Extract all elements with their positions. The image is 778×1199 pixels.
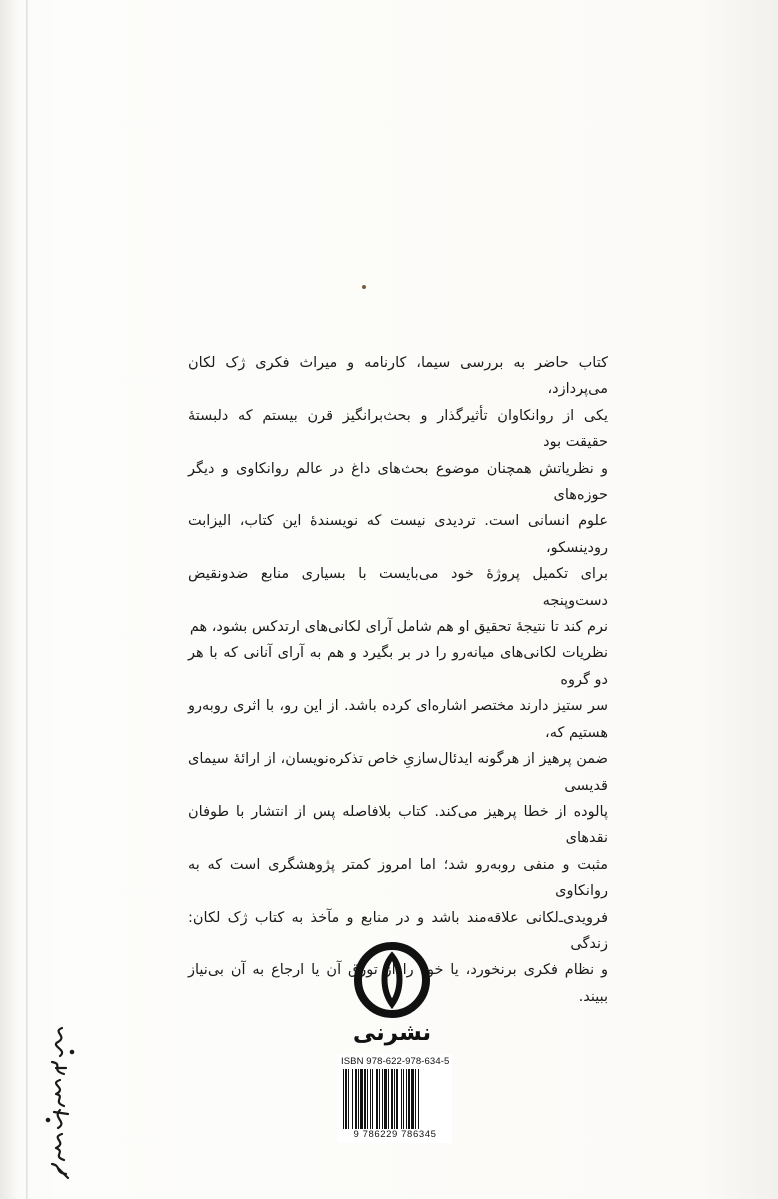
barcode-digits: 9 786229 786345 (353, 1129, 437, 1140)
barcode (341, 1069, 443, 1129)
blurb-line: علوم انسانی است. تردیدی نیست که نویسندهٔ این کتاب، الیزابت رودینسکو، (188, 513, 608, 556)
blurb-line: مثبت و منفی روبه‌رو شد؛ اما امروز کمتر پژوهشگری است که به روانکاوی (188, 856, 608, 900)
spine-edge (26, 0, 28, 1199)
back-cover-blurb (188, 350, 608, 1010)
blurb-line: سر ستیز دارند مختصر اشاره‌ای کرده باشد. از این رو، با اثری روبه‌رو هستیم که، (188, 698, 608, 741)
blurb-line: و نظام فکری برنخورد، یا خود را از تورق آن یا ارجاع به آن بی‌نیاز ببیند. (188, 962, 608, 1005)
blurb-line: یکی از روانکاوان تأثیرگذار و بحث‌برانگیز قرن بیستم که دلبستهٔ حقیقت بود (188, 407, 608, 451)
blurb-line: کتاب حاضر به بررسی سیما، کارنامه و میراث فکری ژک لکان می‌پردازد، (188, 355, 608, 398)
blurb-line: فرویدی‌ـ‌لکانی علاقه‌مند باشد و در منابع و مآخذ به کتاب ژک لکان: زندگی (188, 909, 608, 952)
blurb-line: نرم کند تا نتیجهٔ تحقیق او هم شامل آرای لکانی‌های ارتدکس بشود، هم (189, 619, 608, 636)
isbn-barcode-block (338, 1054, 452, 1143)
publisher-name: نشرنی (352, 1020, 432, 1046)
blurb-line: نظریات لکانی‌های میانه‌رو را در بر بگیرد و هم به آرای آنانی که با هر دو گروه (188, 645, 608, 688)
ink-speck (362, 285, 366, 289)
blurb-line: ضمن پرهیز از هرگونه ایدئال‌سازیِ خاص تذکره‌نویسان، از ارائهٔ سیمای قدیسی (188, 751, 608, 794)
nashr-ney-logo-icon (354, 942, 430, 1018)
isbn-label: ISBN 978-622-978-634-5 (341, 1056, 450, 1067)
designer-signature (38, 1022, 82, 1182)
blurb-line: و نظریاتش همچنان موضوع بحث‌های داغ در عالم روانکاوی و دیگر حوزه‌های (188, 460, 608, 504)
blurb-line: برای تکمیل پروژهٔ خود می‌بایست با بسیاری منابع ضدونقیض دست‌وپنجه (188, 566, 608, 609)
blurb-line: پالوده از خطا پرهیز می‌کند. کتاب بلافاصله پس از انتشار با طوفان نقدهای (188, 803, 608, 847)
